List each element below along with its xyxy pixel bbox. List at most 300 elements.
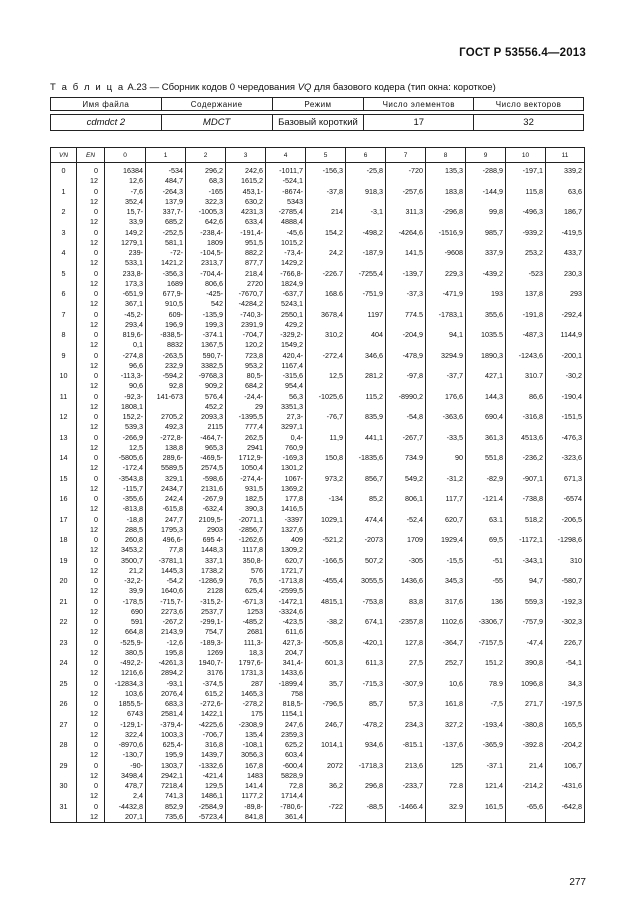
cell-value: -272,4 [306, 351, 346, 361]
table-row [51, 187, 585, 197]
cell-value: 68,3 [186, 176, 226, 186]
cell-value [506, 730, 546, 740]
cell-value: 92,8 [146, 381, 186, 391]
cell-value: -2584,9 [186, 802, 226, 812]
cell-value: -113,3- [105, 371, 146, 381]
cell-value: -374.1 [186, 330, 226, 340]
cell-value [426, 668, 466, 678]
cell-value: 695 4- [186, 535, 226, 545]
cell-value: 433,7 [546, 248, 585, 258]
cell-vn [51, 566, 77, 576]
cell-value: 288,5 [105, 525, 146, 535]
cell-value [386, 730, 426, 740]
data-header-row [51, 148, 585, 163]
meta-value-filename: cdmdct 2 [51, 115, 162, 131]
column-header-c4: 4 [266, 148, 306, 163]
cell-value: 196,9 [146, 320, 186, 330]
cell-value: -292,4 [546, 310, 585, 320]
cell-vn [51, 586, 77, 596]
meta-value-mode: Базовый короткий [272, 115, 364, 131]
table-row [51, 740, 585, 750]
cell-value: 296,8 [346, 781, 386, 791]
cell-en: 12 [77, 812, 105, 823]
cell-value [426, 545, 466, 555]
cell-value: 234,3 [386, 720, 426, 730]
cell-value: 125 [426, 761, 466, 771]
cell-value: -329,2- [266, 330, 306, 340]
cell-value [546, 730, 585, 740]
cell-value: -121.4 [466, 494, 506, 504]
cell-value: -1262,6 [226, 535, 266, 545]
cell-value: 4888,4 [266, 217, 306, 227]
cell-value [306, 197, 346, 207]
cell-value [546, 689, 585, 699]
cell-value: 24,2 [306, 248, 346, 258]
cell-value: 135,3 [426, 163, 466, 177]
table-row [51, 689, 585, 699]
cell-value: 390,3 [226, 504, 266, 514]
cell-value: 355,6 [466, 310, 506, 320]
cell-value [306, 340, 346, 350]
cell-value: 818,5- [266, 699, 306, 709]
cell-value: -4284,2 [226, 299, 266, 309]
cell-value: -1298,6 [546, 535, 585, 545]
table-row [51, 207, 585, 217]
cell-value: -815.1 [386, 740, 426, 750]
cell-value: -2357,8 [386, 617, 426, 627]
cell-value: 233,8- [105, 269, 146, 279]
cell-value: -1783,1 [426, 310, 466, 320]
cell-value: 581,1 [146, 238, 186, 248]
cell-value: -54,1 [546, 658, 585, 668]
column-header-c7: 7 [386, 148, 426, 163]
cell-value [346, 709, 386, 719]
table-row [51, 586, 585, 596]
cell-value: -238,4- [186, 228, 226, 238]
cell-value: 734.9 [386, 453, 426, 463]
table-row [51, 658, 585, 668]
cell-value: 754,7 [186, 627, 226, 637]
cell-value: 507,2 [346, 556, 386, 566]
cell-value: 85,2 [346, 494, 386, 504]
cell-value: -423,5 [266, 617, 306, 627]
cell-value: 352,4 [105, 197, 146, 207]
cell-value: -37,8 [306, 187, 346, 197]
cell-value [466, 607, 506, 617]
cell-value: -8970,6 [105, 740, 146, 750]
cell-value: 625,2 [266, 740, 306, 750]
cell-value: 161,8 [426, 699, 466, 709]
cell-value: -272,8- [146, 433, 186, 443]
cell-value: 175 [226, 709, 266, 719]
cell-en: 0 [77, 576, 105, 586]
cell-value: 852,9 [146, 802, 186, 812]
cell-value: 492,3 [146, 422, 186, 432]
cell-vn [51, 771, 77, 781]
cell-value [306, 402, 346, 412]
cell-value: -3324,6 [266, 607, 306, 617]
cell-vn: 18 [51, 535, 77, 545]
cell-en: 12 [77, 607, 105, 617]
cell-vn: 0 [51, 163, 77, 177]
cell-vn [51, 607, 77, 617]
cell-value [386, 463, 426, 473]
cell-value [346, 689, 386, 699]
cell-value: 576 [226, 566, 266, 576]
cell-value: -5805,6 [105, 453, 146, 463]
cell-value: 260,8 [105, 535, 146, 545]
cell-value: -72- [146, 248, 186, 258]
cell-value [506, 566, 546, 576]
cell-en: 12 [77, 586, 105, 596]
cell-value: 346,6 [346, 351, 386, 361]
cell-vn: 27 [51, 720, 77, 730]
cell-value: 21,4 [506, 761, 546, 771]
cell-value: 317,6 [426, 597, 466, 607]
cell-value: 951,5 [226, 238, 266, 248]
cell-value: -5723,4 [186, 812, 226, 823]
cell-en: 12 [77, 361, 105, 371]
cell-value [466, 750, 506, 760]
cell-value: 154,2 [306, 228, 346, 238]
cell-value [506, 463, 546, 473]
cell-value [346, 320, 386, 330]
cell-value: 877,7 [226, 258, 266, 268]
cell-en: 12 [77, 730, 105, 740]
cell-value [306, 176, 346, 186]
cell-value: -31,2 [426, 474, 466, 484]
cell-value: 1197 [346, 310, 386, 320]
cell-value [466, 566, 506, 576]
table-row [51, 330, 585, 340]
cell-value [346, 340, 386, 350]
cell-value [466, 197, 506, 207]
table-row [51, 750, 585, 760]
cell-value: 2391,9 [226, 320, 266, 330]
cell-value [386, 566, 426, 576]
cell-value: -4432,8 [105, 802, 146, 812]
cell-value: 39,9 [105, 586, 146, 596]
cell-value: 611,6 [266, 627, 306, 637]
cell-value: 339,2 [546, 163, 585, 177]
table-row [51, 453, 585, 463]
cell-value: 1167,4 [266, 361, 306, 371]
cell-value [466, 320, 506, 330]
table-row [51, 545, 585, 555]
column-header-c0: 0 [105, 148, 146, 163]
caption-text-a: А.23 — Сборник кодов 0 чередования [124, 82, 298, 93]
meta-header-vectors: Число векторов [474, 98, 584, 111]
cell-value: 806,6 [186, 279, 226, 289]
cell-value: -30,2 [546, 371, 585, 381]
cell-value: -129,1- [105, 720, 146, 730]
cell-value: -252,5 [146, 228, 186, 238]
cell-value: 4513,6 [506, 433, 546, 443]
cell-value: 758 [266, 689, 306, 699]
cell-value: 2942,1 [146, 771, 186, 781]
cell-value: 1890,3 [466, 351, 506, 361]
cell-value: 625,4 [226, 586, 266, 596]
cell-value: 57,3 [386, 699, 426, 709]
cell-value: 247,7 [146, 515, 186, 525]
cell-value [346, 279, 386, 289]
cell-value: 207,1 [105, 812, 146, 823]
cell-value: 3351,3 [266, 402, 306, 412]
cell-value: 404 [346, 330, 386, 340]
cell-value: 186,7 [546, 207, 585, 217]
cell-value: 934,6 [346, 740, 386, 750]
cell-value: 551,8 [466, 453, 506, 463]
cell-value [546, 299, 585, 309]
cell-value: -753,8 [346, 597, 386, 607]
cell-value [146, 402, 186, 412]
cell-value [506, 504, 546, 514]
cell-value: 150,8 [306, 453, 346, 463]
cell-value: -214,2 [506, 781, 546, 791]
table-row [51, 504, 585, 514]
cell-en: 12 [77, 279, 105, 289]
cell-value [306, 299, 346, 309]
cell-value: 806,1 [386, 494, 426, 504]
table-row [51, 627, 585, 637]
cell-value [386, 648, 426, 658]
cell-value: -455,4 [306, 576, 346, 586]
cell-value: -274,4- [226, 474, 266, 484]
cell-value [506, 279, 546, 289]
cell-vn [51, 484, 77, 494]
table-row [51, 515, 585, 525]
cell-value: 35,7 [306, 679, 346, 689]
cell-value [386, 258, 426, 268]
cell-value: -7,5 [466, 699, 506, 709]
cell-value: -55 [466, 576, 506, 586]
cell-value: 2,4 [105, 791, 146, 801]
cell-value [506, 525, 546, 535]
cell-value: 1154,1 [266, 709, 306, 719]
cell-value: -45,2- [105, 310, 146, 320]
cell-value: 954,4 [266, 381, 306, 391]
cell-value [546, 709, 585, 719]
column-header-en: EN [77, 148, 105, 163]
cell-vn [51, 320, 77, 330]
cell-value: 151,2 [466, 658, 506, 668]
cell-value: -189,3- [186, 638, 226, 648]
cell-value: 1177,2 [226, 791, 266, 801]
cell-value: -89,8- [226, 802, 266, 812]
cell-value [546, 320, 585, 330]
cell-value: -92,3- [105, 392, 146, 402]
meta-header-mode: Режим [272, 98, 364, 111]
cell-value: -7157,5 [466, 638, 506, 648]
cell-value: 4231,3 [226, 207, 266, 217]
cell-value: 685,2 [146, 217, 186, 227]
cell-value: -364,7 [426, 638, 466, 648]
cell-value: 11,9 [306, 433, 346, 443]
cell-value: 242,6 [226, 163, 266, 177]
cell-vn: 11 [51, 392, 77, 402]
cell-value [306, 648, 346, 658]
cell-value [466, 217, 506, 227]
cell-value [546, 381, 585, 391]
cell-value [386, 279, 426, 289]
cell-value [346, 176, 386, 186]
cell-value: 1216,6 [105, 668, 146, 678]
table-row [51, 320, 585, 330]
cell-value [506, 176, 546, 186]
cell-value: 684,2 [226, 381, 266, 391]
cell-value: -1466.4 [386, 802, 426, 812]
cell-value: 1327,6 [266, 525, 306, 535]
cell-value: -738,8 [506, 494, 546, 504]
cell-value: -206,5 [546, 515, 585, 525]
cell-value: 2720 [226, 279, 266, 289]
table-row [51, 197, 585, 207]
cell-value: 293,4 [105, 320, 146, 330]
cell-vn: 17 [51, 515, 77, 525]
cell-value: -598,6 [186, 474, 226, 484]
cell-value: -3397 [266, 515, 306, 525]
meta-value-elements: 17 [364, 115, 474, 131]
cell-en: 12 [77, 258, 105, 268]
cell-value: 1855,5- [105, 699, 146, 709]
cell-value: -266,9 [105, 433, 146, 443]
cell-vn: 6 [51, 289, 77, 299]
cell-value: 542 [186, 299, 226, 309]
cell-value: 76,5 [226, 576, 266, 586]
cell-value [386, 381, 426, 391]
table-row [51, 443, 585, 453]
cell-value [346, 648, 386, 658]
cell-value: 2574,5 [186, 463, 226, 473]
cell-value: 819,6- [105, 330, 146, 340]
cell-value: -380,8 [506, 720, 546, 730]
cell-value: -264,3 [146, 187, 186, 197]
cell-value: 21,2 [105, 566, 146, 576]
table-row [51, 812, 585, 823]
meta-header-elements: Число элементов [364, 98, 474, 111]
cell-value [306, 730, 346, 740]
cell-en: 0 [77, 679, 105, 689]
table-row [51, 402, 585, 412]
cell-value: -2856,7 [226, 525, 266, 535]
cell-value: 1940,7- [186, 658, 226, 668]
cell-value: 539,3 [105, 422, 146, 432]
cell-value: 337,1 [186, 556, 226, 566]
cell-vn [51, 812, 77, 823]
table-row [51, 474, 585, 484]
cell-value: 141,5 [386, 248, 426, 258]
cell-value: 8832 [146, 340, 186, 350]
cell-value [386, 709, 426, 719]
cell-value: 1309,2 [266, 545, 306, 555]
cell-value: -496,3 [506, 207, 546, 217]
cell-value: -420,1 [346, 638, 386, 648]
cell-value: -1172,1 [506, 535, 546, 545]
cell-value: -169,3 [266, 453, 306, 463]
cell-value: -187,9 [346, 248, 386, 258]
cell-en: 0 [77, 720, 105, 730]
cell-en: 12 [77, 484, 105, 494]
cell-value: -632,4 [186, 504, 226, 514]
cell-value: 496,6- [146, 535, 186, 545]
cell-value [346, 525, 386, 535]
cell-value [466, 299, 506, 309]
table-row [51, 638, 585, 648]
cell-vn [51, 668, 77, 678]
cell-value: -267,2 [146, 617, 186, 627]
cell-en: 12 [77, 525, 105, 535]
cell-value [386, 361, 426, 371]
cell-value: 1731,3 [226, 668, 266, 678]
cell-value: 2681 [226, 627, 266, 637]
cell-vn: 5 [51, 269, 77, 279]
cell-value: 177,8 [266, 494, 306, 504]
cell-value [346, 627, 386, 637]
cell-value: 361,3 [466, 433, 506, 443]
column-header-c5: 5 [306, 148, 346, 163]
table-row [51, 761, 585, 771]
cell-en: 0 [77, 163, 105, 177]
cell-value: -193,4 [466, 720, 506, 730]
cell-value: 1421,2 [146, 258, 186, 268]
cell-value: 287 [226, 679, 266, 689]
cell-value [306, 443, 346, 453]
cell-value: 141-673 [146, 392, 186, 402]
cell-value: 136 [466, 597, 506, 607]
cell-value [506, 443, 546, 453]
cell-value: -137,6 [426, 740, 466, 750]
cell-value [506, 750, 546, 760]
cell-value: 199,3 [186, 320, 226, 330]
table-row [51, 525, 585, 535]
table-row [51, 422, 585, 432]
table-row [51, 269, 585, 279]
cell-en: 12 [77, 566, 105, 576]
cell-value: 152,2- [105, 412, 146, 422]
cell-value [386, 217, 426, 227]
cell-value [346, 586, 386, 596]
cell-value: 380,5 [105, 648, 146, 658]
cell-value: 918,3 [346, 187, 386, 197]
cell-value: -178,5 [105, 597, 146, 607]
cell-value: -272,6- [186, 699, 226, 709]
cell-value [426, 750, 466, 760]
cell-value [546, 463, 585, 473]
cell-en: 12 [77, 750, 105, 760]
cell-value [346, 197, 386, 207]
cell-value [426, 422, 466, 432]
table-row [51, 576, 585, 586]
cell-vn: 2 [51, 207, 77, 217]
cell-value [506, 791, 546, 801]
cell-value: 6743 [105, 709, 146, 719]
cell-value: 117,7 [426, 494, 466, 504]
column-header-vn: VN [51, 148, 77, 163]
cell-value: -52,4 [386, 515, 426, 525]
cell-value [306, 791, 346, 801]
cell-value: -939,2 [506, 228, 546, 238]
cell-value: 232,9 [146, 361, 186, 371]
cell-value: -1332,6 [186, 761, 226, 771]
cell-vn [51, 709, 77, 719]
cell-en: 12 [77, 217, 105, 227]
cell-value [386, 689, 426, 699]
cell-value [386, 197, 426, 207]
cell-value: -2308,9 [226, 720, 266, 730]
cell-value [426, 340, 466, 350]
cell-value: -471,9 [426, 289, 466, 299]
cell-en: 0 [77, 330, 105, 340]
